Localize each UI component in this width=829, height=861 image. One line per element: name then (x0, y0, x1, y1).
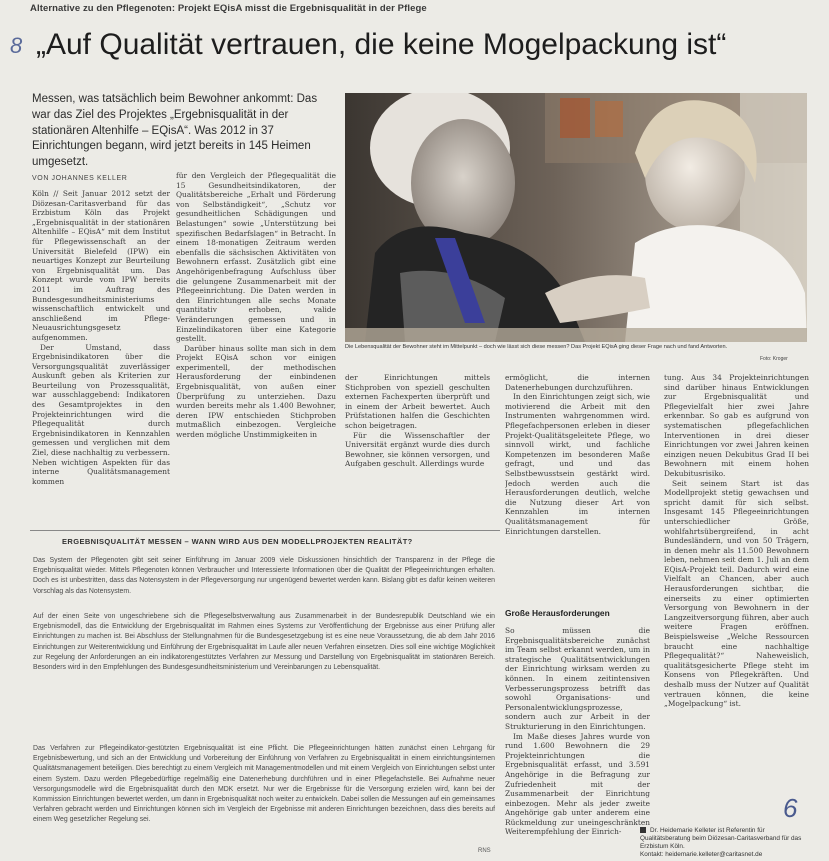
paragraph: der Einrichtungen mittels Stichproben von speziell geschulten externen Fachexperten überprüft und in einem der Arbeit bewertet. Auch Prüfstationen halfen die Geschichten schon beigetragen. (345, 373, 490, 430)
handwritten-page-mark: 8 (10, 33, 23, 58)
box-paragraph-3 (33, 744, 495, 854)
headline: „Auf Qualität vertrauen, die keine Mogelpackung ist“ (36, 28, 727, 61)
article-photo (345, 93, 807, 342)
paragraph: Der Umstand, dass Ergebnisindikatoren über die Versorgungsqualität zuverlässiger Auskunft geben als Kriterien zur Beurteilung von Prozessqualität, war ausschlaggebend: Indikatoren des Gesamtprojektes in den Projekteinrichtungen wird die Pflegequalität durch Ergebnisindikatoren in Kennzahlen gemessen und verglichen mit dem Ziel, diese nachhaltig zu verbessern. Neben wichtigen Aspekten für das interne Qualitätsmanagement kommen (32, 342, 170, 486)
box-paragraph-1 (33, 556, 495, 606)
paragraph: Auf der einen Seite von ungeschriebene sich die Pflegeselbstverwaltung aus Zusammenarbeit in der Bundesrepublik Deutschland wie ein Ergebnismodell, das die Entwicklung der Ergebnisqualität im Rahmen eines Systems zur Veröffentlichung der Ergebnisse aus einer Prüfung aller Einrichtungen zu machen ist. Bei Abschluss der Stellungnahmen für die Bundesgesetzgebung ist es eine neue Voraussetzung, die ab dem Jahr 2016 Einrichtungen zur Weiterentwicklung und Einführung der Ergebnisqualität im Laufe aller neuen Verfahren einsetzen. Dies soll eine wichtige Möglichkeit zur Regelung der Anforderungen an ein indikatorengestütztes Verfahren zur Messung und Darstellung von Ergebnisqualität im stationären Bereich. Besonders wird in den Empfehlungen des Bundesgesundheitsministerium und Vereinbarungen zu Lebensqualität. (33, 613, 495, 672)
paragraph: tung. Aus 34 Projekteinrichtungen sind darüber hinaus Entwicklungen zur Ergebnisqualität und Pflegevielfalt hier zwei Jahre erkennbar. So gab es aufgrund von systematischen pflegefachlichen Interventionen in drei dieser Einrichtungen vor zwei Jahren keinen einzigen neuen Dekubitus Grad II bei Bewohnern mit einem hohen Dekubitusrisiko. (664, 373, 809, 478)
square-bullet-icon (640, 827, 646, 833)
author-info (640, 827, 810, 859)
author-info-text: Dr. Heidemarie Kelleter ist Referentin für Qualitätsberatung beim Diözesan-Caritasverband für das Erzbistum Köln. (640, 827, 802, 850)
paragraph: Im Maße dieses Jahres wurde von rund 1.600 Bewohnern die 29 Projekteinrichtungen die Ergebnisqualität erfasst, und 3.591 Angehörige in die Befragung zur Zufriedenheit mit der Zusammenarbeit der Einrichtung einbezogen. Mehr als jeder zweite Angehörige gab unter anderem eine Rückmeldung zur uneingeschränkten Weiterempfehlung der Einrich- (505, 731, 650, 837)
article-column-3 (345, 373, 490, 528)
article-column-4b (505, 626, 650, 851)
lead-paragraph: Messen, was tatsächlich beim Bewohner ankommt: Das war das Ziel des Projektes „Ergebnisqualität in der stationären Altenhilfe – EQisA“. Was 2012 in 37 Einrichtungen begann, wird jetzt bereits in 145 Heimen umgesetzt. (32, 93, 318, 169)
handwritten-number: 6 (783, 793, 798, 823)
article-column-1 (32, 189, 170, 529)
paragraph: Darüber hinaus sollte man sich in dem Projekt EQisA schon vor einigen experimentell, der methodischen Herausforderung der einbindenen Ergebnisqualität, von außen einer Überprüfung zu unterziehen. Dazu wurden bereits mehr als 1.400 Bewohner, deren IPW entschieden Stichproben mutmaßlich einbezogen. Vergleiche werden mögliche Unstimmigkeiten in (176, 343, 336, 440)
article-column-4 (505, 373, 650, 573)
paragraph: So müssen die Ergebnisqualitätsbereiche zunächst im Team selbst erkannt werden, um in strategische Qualitätsentwicklungen der Einrichtung wirksam werden zu können. In einem zeitintensiven Verbesserungsprozess betrifft das sowohl Organisations- und Personalentwicklungsprozesse, sondern auch zur Arbeit in der Strukturierung in den Einrichtungen. (505, 626, 650, 731)
paragraph: Für die Wissenschaftler der Universität ergänzt wurde dies durch Bewohner, sie können versorgen, und Aufgaben geschult. Allerdings wurde (345, 430, 490, 469)
photo-credit: Foto: Kroger (760, 356, 788, 362)
paragraph: Seit seinem Start ist das Modellprojekt stetig gewachsen und spricht damit für sich selbst. Insgesamt 145 Pflegeeinrichtungen unterschiedlicher Größe, wohlfahrtsübergreifend, in acht Bundesländern, und von 50 Trägern, in denen mehr als 11.500 Bewohnern leben, nehmen seit dem 1. Juli an dem EQisA-Projekt teil. Dadurch wird eine Vielfalt an Chancen, aber auch Herausforderungen sichtbar, die einerseits zu einer optimierten Versorgung von Bewohnern in der Langzeitversorgung führen, aber auch weitere Fragen eröffnen. Beispielsweise „Welche Ressourcen braucht eine nachhaltige Pflegequalität?“ Naheweislich, qualitätsgesicherte Pflege steht im Konsens von Pflegekräften. Und deshalb muss der Nutzer auf Qualität vertrauen können, die keine „Mogelpackung“ ist. (664, 478, 809, 709)
subheading: Große Herausforderungen (505, 608, 610, 618)
paragraph: für den Vergleich der Pflegequalität die 15 Gesundheitsindikatoren, der Qualitätsbereiche „Erhalt und Förderung von Selbständigkeit“, „Schutz vor gesundheitlichen Schädigungen und Belastungen“ sowie „Unterstützung bei spezifischen Bedarfslagen“ in Betracht. In einem 18-monatigen Zeitraum werden ebenfalls die sächsischen Aktivitäten von Bewohnern erfasst. Zusätzlich gibt eine Angehörigenbefragung Aufschluss über die gelungene Zusammenarbeit mit der Pflegeeinrichtung. Die Daten werden in den Einrichtungen alle sechs Monate quantitativ erhoben, valide Veränderungen gemessen und in Einzelindikatoren über eine Kategorie gestellt. (176, 171, 336, 344)
photo-caption: Die Lebensqualität der Bewohner steht im Mittelpunkt – doch wie lässt sich diese messen? Das Projekt EQisA ging dieser Frage nach und fand Antworten. (345, 344, 728, 350)
box-title: ERGEBNISQUALITÄT MESSEN – WANN WIRD AUS DEN MODELLPROJEKTEN REALITÄT? (62, 537, 413, 546)
author-contact: Kontakt: heidemarie.kelleter@caritasnet.de (640, 851, 763, 858)
paragraph: Das Verfahren zur Pflegeindikator-gestützten Ergebnisqualität ist eine Pflicht. Die Pflegeeinrichtungen hätten zunächst einen Lehrgang für Ergebnisbewertung, und sich an der Entwicklung und Vorbereitung der Einführung von Verfahren zu Ergebnisqualität in einem einrichtungsinternen Qualitätsmanagement beteiligen. Dies berechtigt zu einem Vergleich mit Managementmodellen und mit einem Vergleich von Einrichtungen selbst unter einem System. Dazu werden Pflegebedürftige regelmäßig eine Datenerhebung durchführen und in einer Pflegefachstelle. Bei Aufnahme neuer Versorgungsmodelle wird die Ergebnisqualität durch den MDK ersetzt. Nur wer die Ergebnisse für die Versorgung erzielen wird, kann bei der Kommission Einrichtungen bewertet werden, um dann in Ergebnisqualität noch weiter zu entwickeln. Dabei sollen die Messungen auf ein gemeinsames Verfahren gebracht werden und Einrichtungen können sich im Vergleich der Ergebnisse mit anderen Einrichtungen bezeichnen, dass dies bereits auf einem Weg gesetzlicher Regelung sei. (33, 745, 495, 824)
paragraph: Das System der Pflegenoten gibt seit seiner Einführung im Januar 2009 viele Diskussionen hinsichtlich der Transparenz in der Pflege die Ergebnisqualität wieder. Mittels Pflegenoten können Verbraucher und Interessierte Informationen über die Qualität der Pflegeeinrichtungen erhalten. Doch es ist unbestritten, dass das Notensystem in der Pflegeversorgung nur ungenügend bewertet werden kann. Bislang gibt es dafür keinen weiteren Vorschlag als das Notensystem. (33, 557, 495, 595)
photo-illustration (345, 93, 807, 342)
box-paragraph-2 (33, 612, 495, 727)
article-column-5 (664, 373, 809, 821)
paragraph: In den Einrichtungen zeigt sich, wie motivierend die Arbeit mit den Instrumenten wahrgenommen wird. Pflegefachpersonen erleben in dieser Projekt-Qualitätsgeleitete Pflege, wo sinnvoll wirkt, und fachliche Kompetenzen im besonderen Maße gefragt, und und das Selbstbewusstsein gestärkt wird. Jedoch werden auch die Herausforderungen deutlich, welche die Nutzung dieser Art von Kennzahlen im internen Qualitätsmanagement für Einrichtungen darstellen. (505, 392, 650, 536)
paragraph: ermöglicht, die internen Datenerhebungen durchzuführen. (505, 373, 650, 392)
article-column-2 (176, 171, 336, 529)
kicker: Alternative zu den Pflegenoten: Projekt EQisA misst die Ergebnisqualität in der Pflege (30, 3, 427, 14)
box-end-mark: RNS (478, 848, 491, 854)
author-byline: VON JOHANNES KELLER (32, 175, 128, 182)
paragraph: Köln // Seit Januar 2012 setzt der Diözesan-Caritasverband für das Erzbistum Köln das Projekt „Ergebnisqualität in der stationären Altenhilfe – EQisA“ mit dem Institut für Pflegewissenschaft an der Universität Bielefeld (IPW) ein neuartiges Konzept zur Beurteilung von Ergebnisqualität um. Das Konzept wurde vom IPW bereits 2011 im Auftrag des Bundesgesundheitsministeriums wissenschaftlich entwickelt und anschließend im Pflege-Neuausrichtungsgesetz aufgenommen. (32, 189, 170, 342)
